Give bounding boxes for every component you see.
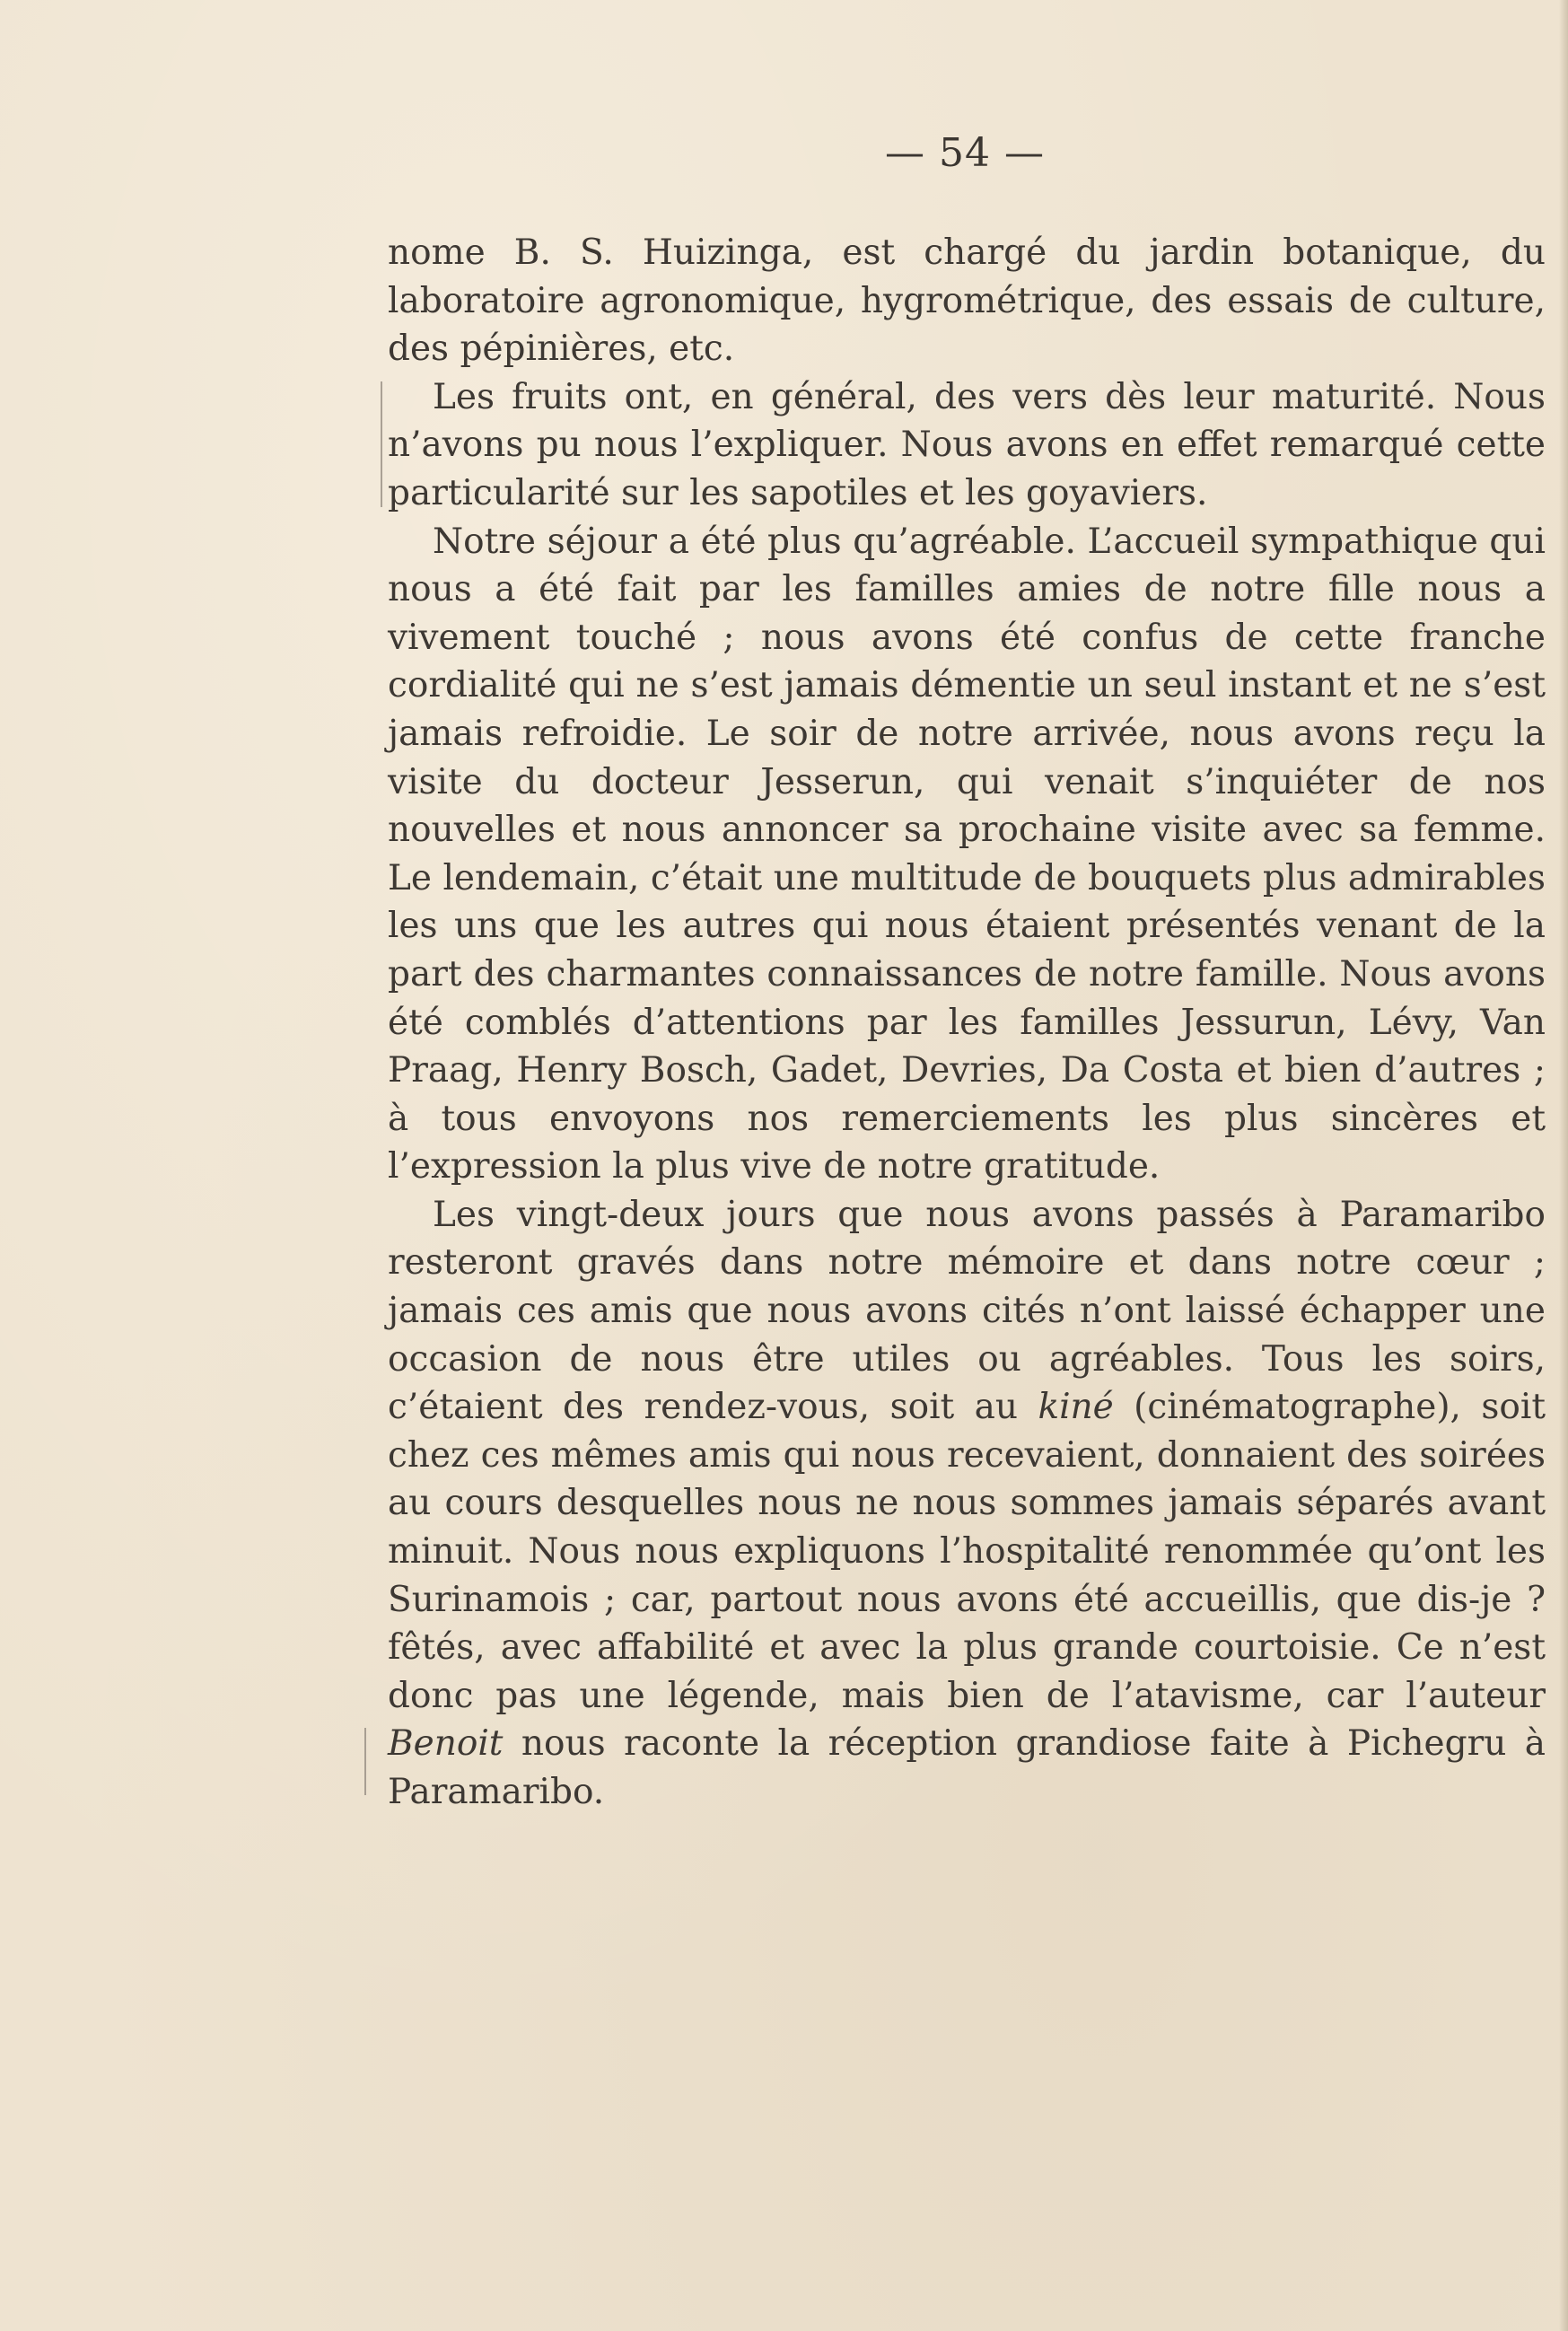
paragraph-4-part-1: Les vingt-deux jours que nous avons passés à Paramaribo resteront gravés dans notre mémoire et dans notre cœur ; jamais ces amis que nous avons cités n’ont laissé échapper une occasion de nous être utiles ou agréables. Tous les soirs, c’étaient des rendez-vous, soit au bbox=[388, 1194, 1546, 1428]
italic-author-name: Benoit bbox=[388, 1723, 504, 1765]
page-edge-shadow bbox=[1559, 0, 1568, 2331]
paragraph-4-part-3: nous raconte la réception grandiose faite à Pichegru à Paramaribo. bbox=[388, 1723, 1546, 1812]
body-text bbox=[388, 229, 1546, 1817]
paragraph-3: Notre séjour a été plus qu’agréable. L’accueil sympathique qui nous a été fait par les familles amies de notre fille nous a vivement touché ; nous avons été confus de cette franche cordialité qui ne s’est jamais démentie un seul instant et ne s’est jamais refroidie. Le soir de notre arrivée, nous avons reçu la visite du docteur Jesserun, qui venait s’inquiéter de nos nouvelles et nous annoncer sa prochaine visite avec sa femme. Le lendemain, c’était une multitude de bouquets plus admirables les uns que les autres qui nous étaient présentés venant de la part des charmantes connaissances de notre famille. Nous avons été comblés d’attentions par les familles Jessurun, Lévy, Van Praag, Henry Bosch, Gadet, Devries, Da Costa et bien d’autres ; à tous envoyons nos remerciements les plus sincères et l’expression la plus vive de notre gratitude. bbox=[388, 521, 1546, 1187]
paragraph-4 bbox=[388, 1191, 1546, 1817]
italic-word-kine: kiné bbox=[1038, 1387, 1114, 1428]
margin-pencil-mark bbox=[364, 1728, 366, 1795]
paragraph-4-part-2: (cinématographe), soit chez ces mêmes amis qui nous recevaient, donnaient des soirées au cours desquelles nous ne nous sommes jamais séparés avant minuit. Nous nous expliquons l’hospitalité renommée qu’ont les Surinamois ; car, partout nous avons été accueillis, que dis-je ? fêtés, avec affabilité et avec la plus grande courtoisie. Ce n’est donc pas une légende, mais bien de l’atavisme, car l’auteur bbox=[388, 1387, 1546, 1716]
paragraph-1: nome B. S. Huizinga, est chargé du jardin botanique, du laboratoire agronomique, hygrométrique, des essais de culture, des pépinières, etc. bbox=[388, 232, 1546, 370]
paragraph-2: Les fruits ont, en général, des vers dès leur maturité. Nous n’avons pu nous l’expliquer. Nous avons en effet remarqué cette particularité sur les sapotiles et les goyaviers. bbox=[388, 376, 1546, 513]
page-number: — 54 — bbox=[885, 130, 1045, 176]
margin-pencil-mark bbox=[381, 381, 382, 507]
